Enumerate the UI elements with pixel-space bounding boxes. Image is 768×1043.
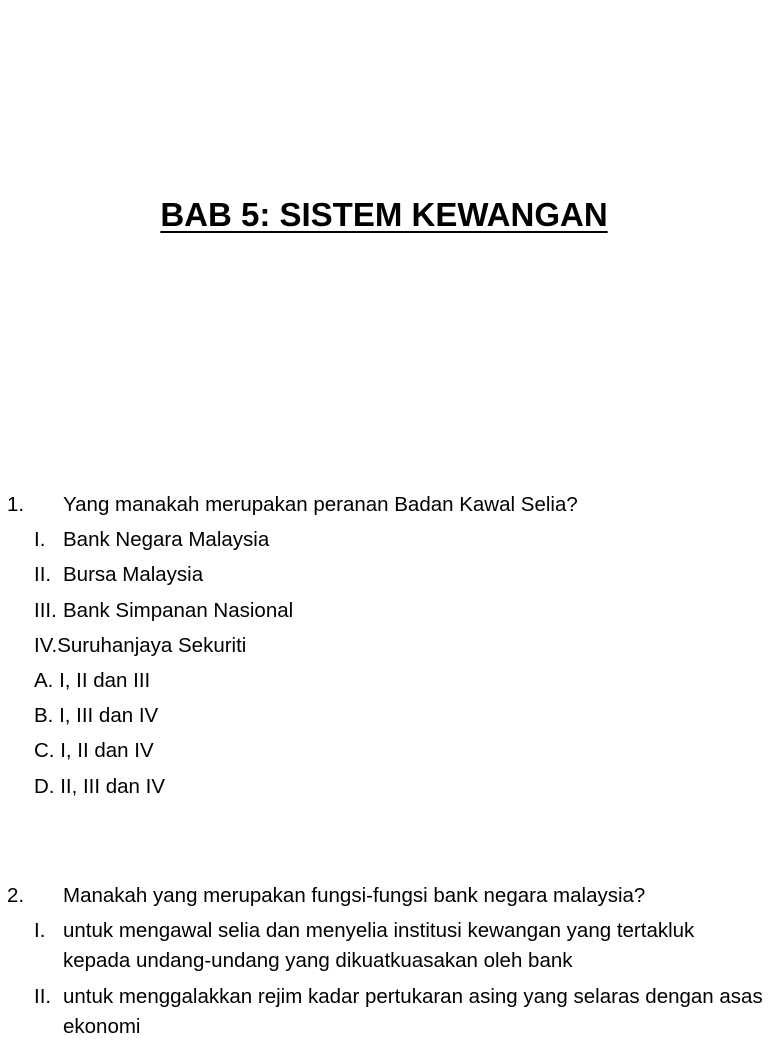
question-text: Yang manakah merupakan peranan Badan Kawal Selia?	[63, 493, 578, 516]
answer-option-c	[0, 733, 768, 768]
option-text: C. I, II dan IV	[34, 739, 154, 763]
answer-option-d	[0, 769, 768, 804]
item-numeral: IV.	[34, 633, 58, 657]
item-numeral: II.	[34, 985, 52, 1009]
page-title: BAB 5: SISTEM KEWANGAN	[160, 196, 608, 233]
item-text: Suruhanjaya Sekuriti	[57, 633, 247, 657]
question-number: 1.	[7, 493, 25, 516]
list-item	[0, 522, 768, 557]
question-text: Manakah yang merupakan fungsi-fungsi bank negara malaysia?	[63, 884, 646, 907]
item-text: untuk mengawal selia dan menyelia institusi kewangan yang tertakluk kepada undang-undang yang dikuatkuasakan oleh bank	[63, 919, 695, 973]
answer-option-a	[0, 663, 768, 698]
list-item	[0, 593, 768, 628]
list-item	[0, 628, 768, 663]
answer-option-b	[0, 698, 768, 733]
item-text: Bank Negara Malaysia	[63, 528, 270, 552]
item-numeral: I.	[34, 528, 46, 552]
option-text: D. II, III dan IV	[34, 774, 166, 798]
question-number: 2.	[7, 884, 25, 907]
option-text: B. I, III dan IV	[34, 704, 159, 728]
option-text: A. I, II dan III	[34, 668, 151, 692]
list-item	[0, 979, 768, 1043]
question-stem	[0, 878, 768, 913]
question-1	[0, 487, 768, 804]
item-numeral: I.	[34, 919, 46, 943]
item-text: Bursa Malaysia	[63, 563, 204, 587]
list-item	[0, 557, 768, 592]
question-2	[0, 878, 768, 1043]
list-item	[0, 913, 768, 977]
item-numeral: II.	[34, 563, 52, 587]
item-text: untuk menggalakkan rejim kadar pertukaran asing yang selaras dengan asas ekonomi	[63, 985, 763, 1039]
item-full	[34, 628, 246, 663]
item-numeral: III.	[34, 598, 57, 622]
question-stem	[0, 487, 768, 522]
item-text: Bank Simpanan Nasional	[63, 598, 294, 622]
